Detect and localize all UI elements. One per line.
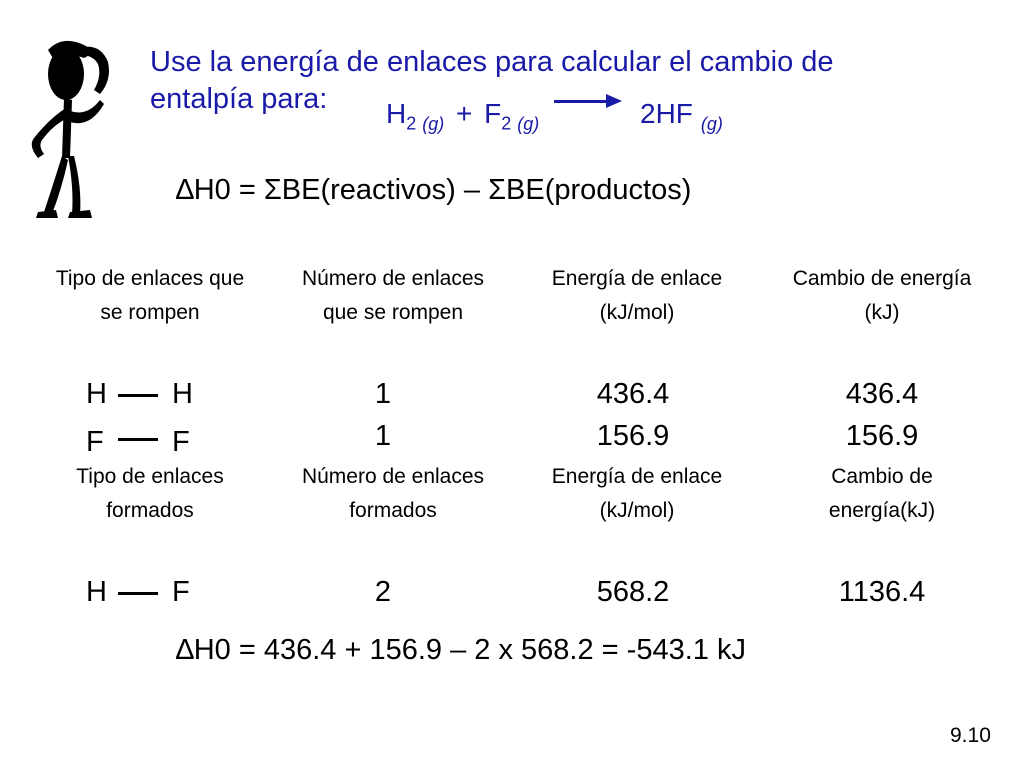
- title-line-1: Use la energía de enlaces para calcular el cambio de: [150, 46, 834, 78]
- reactant-1: H: [386, 98, 407, 129]
- slide-number: 9.10: [950, 724, 991, 747]
- reactant-1-subscript: 2: [406, 113, 417, 134]
- broken-header-type: Tipo de enlaces que se rompen: [55, 267, 245, 324]
- bond-count: 1: [374, 378, 392, 410]
- reactant-1-state: (g): [422, 113, 445, 134]
- formed-header-count: Número de enlaces formados: [301, 465, 485, 522]
- product: 2HF: [640, 98, 693, 129]
- result-calculation: ∆H0 = 436.4 + 156.9 – 2 x 568.2 = -543.1 kJ: [176, 634, 746, 666]
- reaction-reactants: [386, 98, 539, 135]
- bond-energy: 156.9: [596, 420, 670, 452]
- thinking-person-icon: [8, 28, 120, 228]
- bond-energy: 568.2: [596, 576, 670, 608]
- energy-change: 1136.4: [838, 576, 926, 608]
- broken-header-change: Cambio de energía (kJ): [792, 267, 972, 324]
- reaction-product: [640, 98, 723, 135]
- bond-count: 2: [374, 576, 392, 608]
- formed-header-change: Cambio de energía(kJ): [828, 465, 936, 522]
- formed-header-energy: Energía de enlace (kJ/mol): [551, 465, 723, 522]
- single-bond-icon: [118, 438, 158, 441]
- bond-atom: F: [172, 576, 190, 608]
- reactant-2-subscript: 2: [501, 113, 512, 134]
- bond-atom: H: [172, 378, 193, 410]
- bond-atom: H: [86, 378, 107, 410]
- enthalpy-formula: ∆H0 = ΣBE(reactivos) – ΣBE(productos): [176, 174, 692, 206]
- arrow-head-icon: [606, 94, 622, 108]
- energy-change: 436.4: [845, 378, 919, 410]
- single-bond-icon: [118, 592, 158, 595]
- title-line-2: entalpía para:: [150, 83, 328, 115]
- single-bond-icon: [118, 394, 158, 397]
- bond-energy: 436.4: [596, 378, 670, 410]
- bond-atom: H: [86, 576, 107, 608]
- reactant-2: F: [484, 98, 502, 129]
- reactant-2-state: (g): [517, 113, 540, 134]
- energy-change: 156.9: [845, 420, 919, 452]
- plus-sign: +: [456, 98, 473, 129]
- bond-count: 1: [374, 420, 392, 452]
- bond-atom: F: [172, 426, 190, 458]
- broken-header-energy: Energía de enlace (kJ/mol): [551, 267, 723, 324]
- reaction-arrow-icon: [554, 100, 612, 103]
- broken-header-count: Número de enlaces que se rompen: [301, 267, 485, 324]
- bond-atom: F: [86, 426, 104, 458]
- formed-header-type: Tipo de enlaces formados: [76, 465, 224, 522]
- product-state: (g): [700, 113, 723, 134]
